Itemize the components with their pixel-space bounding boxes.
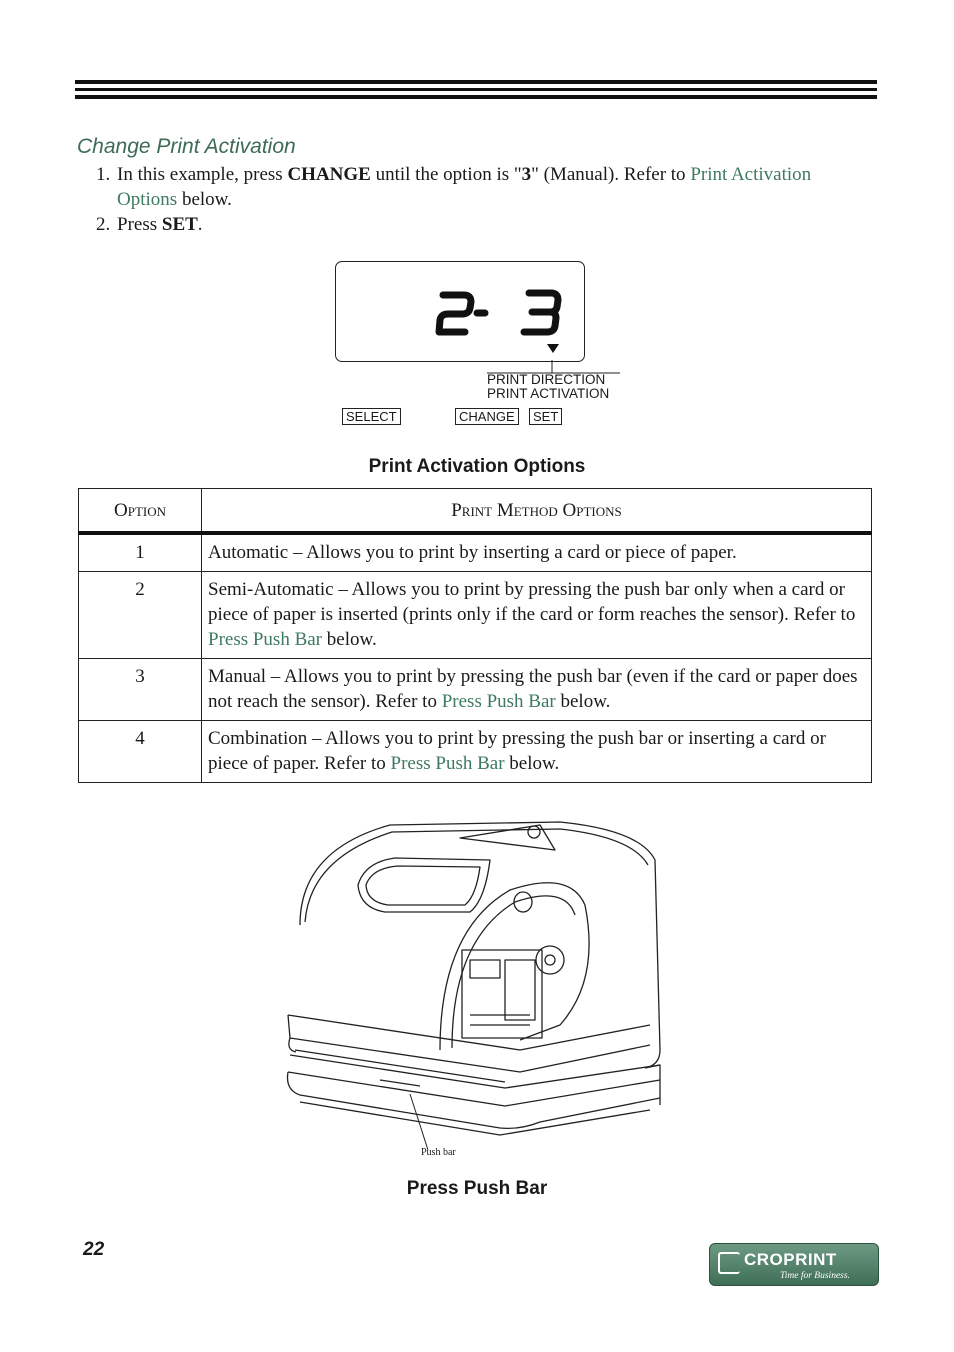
table-row	[79, 659, 872, 721]
mode-description: – Allows you to print by pressing the push bar or inserting a card or piece of paper. Refer to	[208, 728, 826, 774]
push-bar-callout: Push bar	[421, 1147, 456, 1158]
description-cell	[202, 721, 872, 783]
section-heading: Change Print Activation	[77, 135, 296, 158]
description-cell	[202, 533, 872, 572]
set-key-name: SET	[161, 214, 198, 235]
mode-name: Automatic	[208, 542, 289, 563]
acroprint-logo	[709, 1243, 879, 1286]
page-number: 22	[83, 1239, 105, 1260]
step-number: 2.	[96, 214, 111, 235]
step-text: " (Manual). Refer to	[531, 164, 691, 185]
header-rules	[75, 80, 877, 99]
mode-description: – Allows you to print by inserting a card or piece of paper.	[288, 542, 737, 563]
step-text: .	[197, 214, 203, 235]
step-2	[96, 212, 876, 237]
select-button[interactable]: SELECT	[342, 408, 401, 425]
mode-description: below.	[555, 691, 611, 712]
mode-description: – Allows you to print by pressing the push bar (even if the card or paper does not reach the sensor). Refer to	[208, 666, 858, 712]
logo-tagline: Time for Business.	[780, 1271, 850, 1281]
description-cell	[202, 572, 872, 659]
print-activation-table	[78, 488, 872, 783]
acroprint-logo-mark-icon	[718, 1252, 740, 1274]
mode-name: Manual	[208, 666, 267, 687]
mode-description: below.	[504, 753, 560, 774]
print-activation-options-link[interactable]: Print Activation Options	[117, 164, 812, 210]
mode-name: Combination	[208, 728, 308, 749]
table-row	[79, 572, 872, 659]
table-row	[79, 721, 872, 783]
time-clock-illustration	[0, 810, 954, 1170]
step-text: below.	[177, 189, 232, 210]
table-caption: Print Activation Options	[368, 456, 586, 477]
change-button[interactable]: CHANGE	[455, 408, 519, 425]
lcd-display	[335, 261, 585, 362]
step-text: In this example, press	[117, 164, 288, 185]
digit-2	[439, 295, 471, 332]
step-1	[96, 162, 876, 212]
step-text: Press	[117, 214, 162, 235]
print-activation-label: PRINT ACTIVATION	[487, 386, 610, 401]
option-header: Option	[79, 489, 202, 534]
option-cell: 2	[79, 572, 202, 659]
set-button[interactable]: SET	[529, 408, 562, 425]
option-cell: 3	[79, 659, 202, 721]
lcd-digits	[336, 262, 584, 361]
print-direction-label: PRINT DIRECTION	[487, 372, 606, 387]
mode-description: – Allows you to print by pressing the push bar only when a card or piece of paper is inserted (prints only if the card or form reaches the sensor). Refer to	[208, 579, 856, 625]
mode-description: below.	[322, 629, 377, 650]
change-key-name: CHANGE	[287, 164, 371, 185]
table-row	[79, 533, 872, 572]
option-cell: 4	[79, 721, 202, 783]
press-push-bar-link[interactable]: Press Push Bar	[441, 691, 556, 712]
step-number: 1.	[96, 164, 111, 185]
option-value: 3	[521, 164, 532, 185]
press-push-bar-link[interactable]: Press Push Bar	[208, 629, 323, 650]
logo-brand: CROPRINT	[744, 1250, 837, 1269]
option-cell: 1	[79, 533, 202, 572]
step-text: until the option is "	[370, 164, 522, 185]
step-list	[96, 162, 876, 237]
indicator-arrow-icon	[547, 344, 559, 353]
mode-name: Semi-Automatic	[208, 579, 334, 600]
press-push-bar-link[interactable]: Press Push Bar	[390, 753, 505, 774]
digit-3	[524, 293, 558, 332]
print-method-header: Print Method Options	[202, 489, 872, 534]
description-cell	[202, 659, 872, 721]
figure-caption: Press Push Bar	[406, 1178, 548, 1199]
